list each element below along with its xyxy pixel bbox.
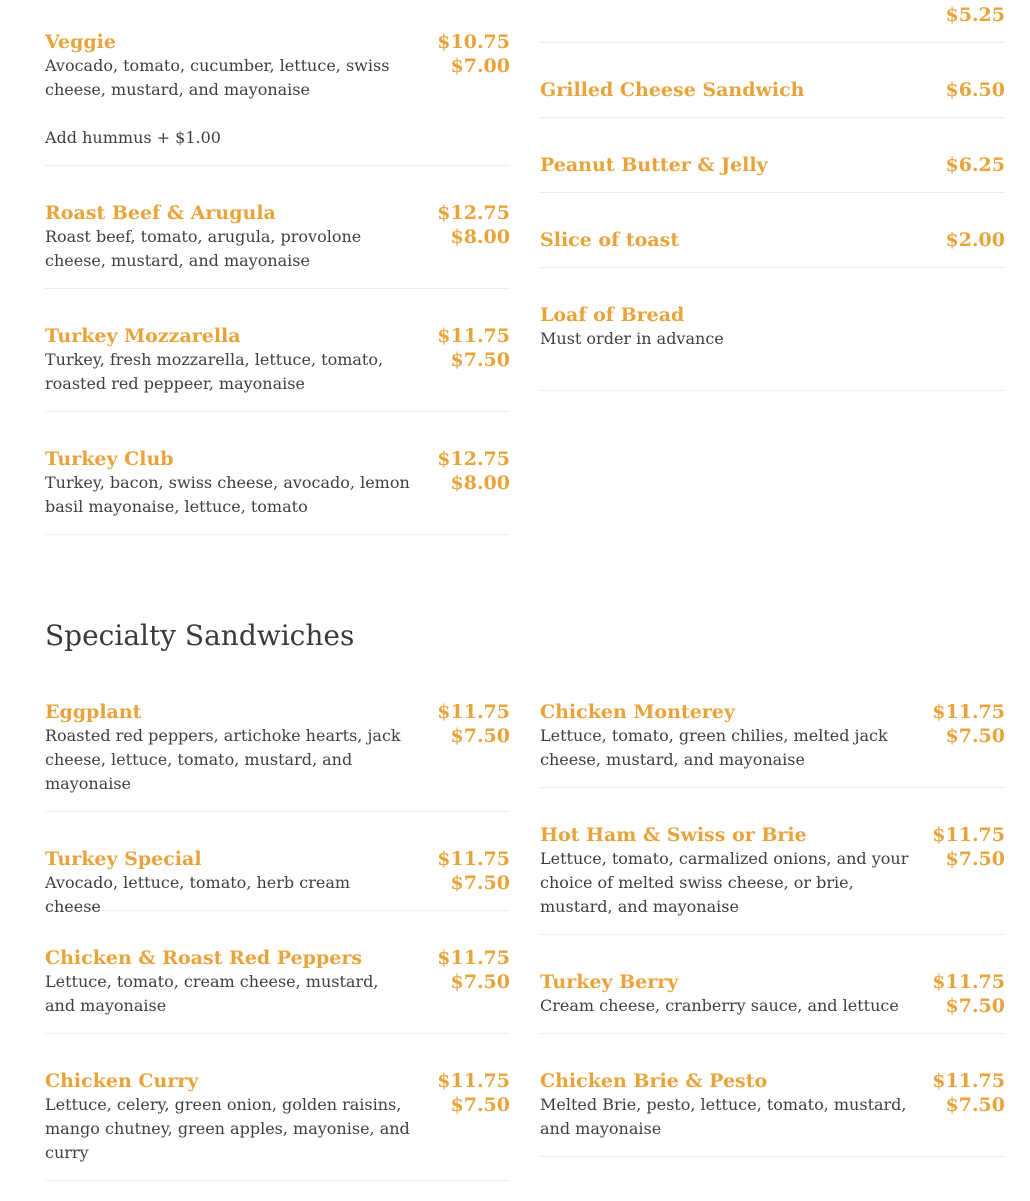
- item-description: Turkey, bacon, swiss cheese, avocado, lemon basil mayonaise, lettuce, tomato: [45, 473, 410, 516]
- menu-item-roast-beef-arugula: [45, 201, 510, 289]
- menu-item-turkey-special: [45, 847, 510, 916]
- item-description: Lettuce, tomato, green chilies, melted jack cheese, mustard, and mayonaise: [540, 726, 888, 769]
- menu-item-loaf-of-bread: [540, 303, 1005, 391]
- item-name: Hot Ham & Swiss or Brie: [540, 824, 807, 846]
- item-name: Turkey Special: [45, 848, 202, 870]
- price-full: $11.75: [932, 824, 1005, 846]
- price-half: $8.00: [450, 226, 510, 248]
- item-description: Avocado, lettuce, tomato, herb cream cheese: [45, 873, 351, 916]
- item-name: Eggplant: [45, 701, 142, 723]
- item-prices: [437, 30, 510, 78]
- price-full: $6.25: [945, 154, 1005, 176]
- item-description: Must order in advance: [540, 329, 724, 348]
- item-description: Lettuce, tomato, cream cheese, mustard, and mayonaise: [45, 972, 379, 1015]
- item-prices: [437, 324, 510, 372]
- price-full: $11.75: [437, 325, 510, 347]
- price-full: $12.75: [437, 202, 510, 224]
- item-addon-note: Add hummus + $1.00: [45, 128, 221, 147]
- menu-item-peanut-butter-jelly: [540, 153, 1005, 193]
- item-name: Grilled Cheese Sandwich: [540, 79, 805, 101]
- item-prices: [932, 970, 1005, 1018]
- price-full: $11.75: [437, 947, 510, 969]
- menu-item-grilled-cheese: [540, 78, 1005, 118]
- item-prices: [437, 447, 510, 495]
- item-prices: [437, 700, 510, 748]
- item-prices: [946, 228, 1006, 252]
- item-description: Turkey, fresh mozzarella, lettuce, tomato, roasted red peppeer, mayonaise: [45, 350, 384, 393]
- menu-item-turkey-club: [45, 447, 510, 535]
- item-prices: [932, 823, 1005, 871]
- menu-item-chicken-curry: [45, 1069, 510, 1181]
- price-half: $7.50: [945, 848, 1005, 870]
- price-full: $12.75: [437, 448, 510, 470]
- price-half: $7.50: [450, 349, 510, 371]
- price-half: $7.50: [945, 725, 1005, 747]
- price-half: $7.50: [450, 1094, 510, 1116]
- item-name: Chicken Monterey: [540, 701, 735, 723]
- menu-item-chicken-roast-red-peppers: [45, 946, 510, 1034]
- item-name: Chicken Brie & Pesto: [540, 1070, 768, 1092]
- item-name: Slice of toast: [540, 229, 680, 251]
- item-name: Chicken & Roast Red Peppers: [45, 947, 363, 969]
- price-half: $7.50: [945, 995, 1005, 1017]
- item-description: Melted Brie, pesto, lettuce, tomato, mustard, and mayonaise: [540, 1095, 907, 1138]
- price-full: $2.00: [945, 229, 1005, 251]
- item-name: Turkey Mozzarella: [45, 325, 241, 347]
- menu-item-turkey-mozzarella: [45, 324, 510, 412]
- price-full: $10.75: [437, 31, 510, 53]
- price-full: $11.75: [437, 701, 510, 723]
- item-description: Roast beef, tomato, arugula, provolone cheese, mustard, and mayonaise: [45, 227, 362, 270]
- price-half: $7.00: [450, 55, 510, 77]
- item-name: Roast Beef & Arugula: [45, 202, 276, 224]
- price-full: $6.50: [945, 79, 1005, 101]
- item-description: Roasted red peppers, artichoke hearts, jack cheese, lettuce, tomato, mustard, and mayonaise: [45, 726, 401, 793]
- menu-item-slice-of-toast: [540, 228, 1005, 268]
- price-full: $11.75: [437, 1070, 510, 1092]
- item-description: Lettuce, tomato, carmalized onions, and your choice of melted swiss cheese, or brie, mustard, and mayonaise: [540, 849, 909, 916]
- price-half: $7.50: [450, 872, 510, 894]
- menu-item-cutoff: [540, 0, 1005, 43]
- item-name: Turkey Club: [45, 448, 174, 470]
- menu-item-veggie: [45, 30, 510, 166]
- item-name: Veggie: [45, 31, 116, 53]
- item-name: Chicken Curry: [45, 1070, 199, 1092]
- item-name: Peanut Butter & Jelly: [540, 154, 768, 176]
- section-title-specialty: Specialty Sandwiches: [45, 619, 355, 652]
- item-prices: [437, 1069, 510, 1117]
- item-prices: [946, 78, 1006, 102]
- item-name: Turkey Berry: [540, 971, 679, 993]
- price-full: $11.75: [932, 971, 1005, 993]
- menu-item-chicken-brie-pesto: [540, 1069, 1005, 1157]
- price-full: $11.75: [437, 848, 510, 870]
- price-full: $11.75: [932, 701, 1005, 723]
- item-description: Lettuce, celery, green onion, golden raisins, mango chutney, green apples, mayonise, and curry: [45, 1095, 410, 1162]
- menu-item-eggplant: [45, 700, 510, 812]
- item-prices: [437, 946, 510, 994]
- item-prices: [437, 847, 510, 895]
- price-cutoff: $5.25: [945, 4, 1005, 26]
- item-prices: [932, 1069, 1005, 1117]
- item-name: Loaf of Bread: [540, 304, 685, 326]
- item-prices: [437, 201, 510, 249]
- item-prices: [946, 3, 1006, 27]
- menu-item-chicken-monterey: [540, 700, 1005, 788]
- price-half: $7.50: [945, 1094, 1005, 1116]
- menu-item-turkey-berry: [540, 970, 1005, 1034]
- price-full: $11.75: [932, 1070, 1005, 1092]
- item-prices: [932, 700, 1005, 748]
- price-half: $7.50: [450, 725, 510, 747]
- price-half: $8.00: [450, 472, 510, 494]
- item-prices: [946, 153, 1006, 177]
- menu-item-hot-ham-swiss-brie: [540, 823, 1005, 935]
- item-description: Cream cheese, cranberry sauce, and lettuce: [540, 996, 899, 1015]
- price-half: $7.50: [450, 971, 510, 993]
- item-description: Avocado, tomato, cucumber, lettuce, swiss cheese, mustard, and mayonaise: [45, 56, 390, 99]
